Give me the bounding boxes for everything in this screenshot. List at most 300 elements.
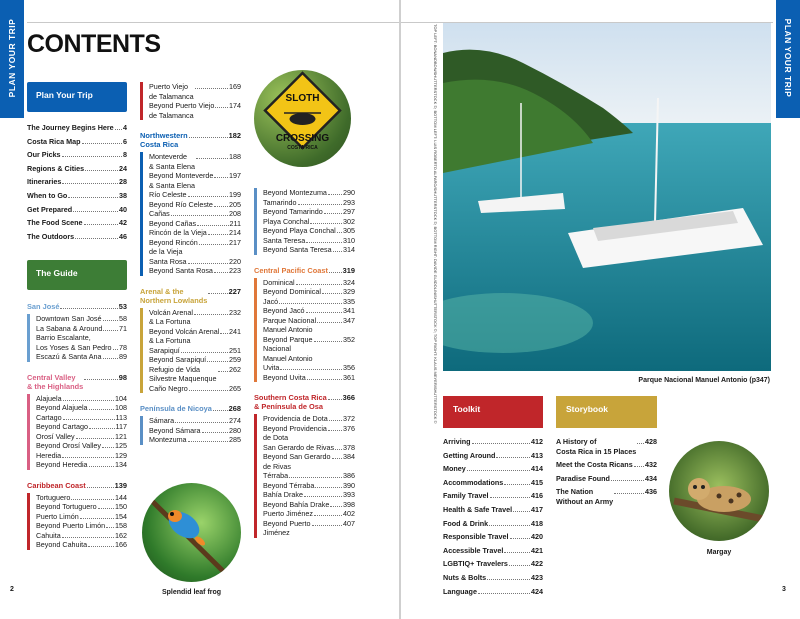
toc-entry — [149, 257, 241, 267]
dot-leader — [315, 487, 342, 488]
entry-page: 423 — [531, 572, 543, 582]
entry-label: Nuts & Bolts — [443, 572, 487, 582]
entry-page: 144 — [115, 492, 127, 502]
entry-label: Language — [443, 586, 477, 596]
sloth-sign-photo — [254, 70, 351, 167]
entry-label: Cañas — [149, 209, 170, 218]
dot-leader — [62, 537, 114, 538]
entry-page: 428 — [645, 437, 657, 446]
margay-spot-3 — [737, 493, 742, 498]
entry-label: Beyond Sámara — [149, 425, 201, 435]
toc-entry — [263, 500, 355, 510]
section-entries — [254, 278, 355, 383]
guide-section — [140, 287, 241, 394]
entry-label: Uvita — [263, 363, 280, 372]
entry-page: 319 — [342, 265, 355, 275]
dot-leader — [207, 361, 228, 362]
entry-label: Beyond Dominical — [263, 287, 321, 296]
toc-entry — [443, 451, 543, 461]
entry-page: 407 — [343, 518, 355, 528]
dot-leader — [71, 499, 114, 500]
dot-leader — [171, 215, 228, 216]
toc-entry — [263, 335, 355, 364]
dot-leader — [328, 194, 342, 195]
toc-entry — [27, 177, 127, 187]
entry-label: Beyond Heredia — [36, 460, 88, 469]
entry-label: Beyond Cartago — [36, 422, 88, 431]
dot-leader — [202, 432, 228, 433]
guide-column-1 — [27, 302, 127, 561]
entry-page: 341 — [343, 306, 355, 315]
section-entries — [27, 314, 127, 362]
dot-leader — [489, 525, 530, 526]
dot-leader — [199, 244, 228, 245]
photo-credit-text: TOP LEFT: BONANDBON/SHUTTERSTOCK ©; BOTTOM LEFT: LUIS ROBERTO ALFARO/SHUTTERSTOCK ©; BOTTOM RIGHT: DAVIDE GUIDOLIN/SHUTTERSTOCK ©; TOP RIGHT: KLAUS MEYER/SHUTTERSTOCK © — [433, 24, 438, 424]
dot-leader — [306, 242, 342, 243]
guide-section — [27, 302, 127, 362]
dot-leader — [113, 349, 118, 350]
entry-page: 199 — [229, 190, 241, 199]
entry-page: 78 — [119, 342, 127, 352]
entry-page: 182 — [228, 131, 241, 140]
dot-leader — [188, 196, 228, 197]
entry-page: 384 — [343, 452, 355, 461]
entry-page: 421 — [531, 545, 543, 555]
dot-leader — [637, 443, 644, 444]
entry-page: 223 — [229, 266, 241, 275]
dot-leader — [304, 496, 342, 497]
entry-page: 125 — [115, 441, 127, 450]
guide-section — [140, 131, 241, 276]
entry-label: Arenal & the Northern Lowlands — [140, 286, 208, 305]
toc-entry — [263, 443, 355, 453]
entry-label: Orosí Valley — [36, 431, 75, 441]
toc-entry — [263, 452, 355, 471]
dot-leader — [85, 170, 118, 171]
dot-leader — [73, 211, 118, 212]
entry-label: Get Prepared — [27, 204, 73, 214]
dot-leader — [214, 177, 228, 178]
toc-entry — [27, 150, 127, 160]
dot-leader — [98, 508, 114, 509]
dot-leader — [84, 379, 118, 380]
toc-entry — [149, 327, 241, 346]
side-tab-label: PLAN YOUR TRIP — [7, 18, 17, 98]
entry-label: Itineraries — [27, 177, 62, 187]
dot-leader — [296, 284, 342, 285]
side-tab — [0, 0, 24, 118]
entry-label: Beyond Parque Nacional Manuel Antonio — [263, 334, 313, 363]
toc-entry — [27, 218, 127, 228]
entry-label: Tamarindo — [263, 197, 297, 207]
entry-label: Beyond Providencia de Dota — [263, 423, 327, 442]
entry-label: Los Yoses & San Pedro — [36, 342, 112, 352]
dot-leader — [328, 430, 342, 431]
entry-label: Rincón de la Vieja — [149, 228, 207, 237]
entry-label: Monteverde & Santa Elena — [149, 152, 195, 171]
toc-entry — [36, 451, 127, 461]
toc-entry — [263, 490, 355, 500]
toc-entry — [36, 394, 127, 404]
entry-label: Sámara — [149, 416, 175, 425]
dot-leader — [102, 447, 114, 448]
dot-leader — [89, 409, 114, 410]
dot-leader — [87, 487, 114, 488]
toc-entry — [263, 217, 355, 227]
toc-entry — [149, 209, 241, 219]
dot-leader — [195, 88, 228, 89]
entry-label: Paradise Found — [556, 473, 610, 483]
dot-leader — [314, 341, 342, 342]
storybook-box: Storybook — [556, 396, 657, 428]
entry-page: 174 — [229, 101, 241, 110]
entry-page: 274 — [229, 416, 241, 425]
main-photo — [443, 23, 771, 371]
toc-entry — [556, 487, 657, 506]
entry-label: Beyond Volcán Arenal & La Fortuna — [149, 326, 220, 345]
toc-entry — [36, 432, 127, 442]
toc-entry — [27, 205, 127, 215]
dot-leader — [214, 206, 228, 207]
entry-label: The Outdoors — [27, 231, 75, 241]
guide-section-continued — [140, 82, 241, 120]
dot-leader — [496, 457, 530, 458]
entry-page: 356 — [343, 363, 355, 372]
entry-label: San Gerardo de Rivas — [263, 442, 335, 452]
dot-leader — [208, 234, 228, 235]
dot-leader — [75, 238, 118, 239]
toc-entry — [556, 474, 657, 484]
dot-leader — [314, 515, 342, 516]
dot-leader — [317, 322, 342, 323]
entry-page: 413 — [531, 450, 543, 460]
toc-entry — [149, 416, 241, 426]
toc-entry — [36, 441, 127, 451]
dot-leader — [472, 443, 530, 444]
entry-page: 265 — [229, 383, 241, 393]
top-rule — [27, 22, 399, 23]
page-number-right: 3 — [782, 586, 786, 593]
toc-entry — [36, 403, 127, 413]
entry-label: Tortuguero — [36, 492, 71, 502]
entry-page: 121 — [115, 431, 127, 441]
dot-leader — [329, 420, 342, 421]
entry-label: The Journey Begins Here — [27, 123, 114, 132]
entry-page: 162 — [115, 530, 127, 540]
toc-entry — [36, 324, 127, 334]
entry-page: 393 — [343, 490, 355, 499]
entry-page: 251 — [229, 345, 241, 355]
main-photo-caption: Parque Nacional Manuel Antonio (p347) — [638, 377, 770, 384]
dot-leader — [63, 419, 115, 420]
section-entries — [254, 414, 355, 538]
dot-leader — [330, 506, 342, 507]
toc-entry — [149, 228, 241, 238]
margay-caption: Margay — [706, 549, 732, 556]
toc-entry — [27, 232, 127, 242]
margay-photo — [669, 441, 769, 541]
guide-section — [27, 373, 127, 470]
entry-page: 293 — [343, 197, 355, 207]
page-title: CONTENTS — [27, 30, 161, 58]
entry-label: Beyond Playa Conchal — [263, 226, 336, 235]
entry-label: Puerto Limón — [36, 511, 79, 521]
entry-label: Beyond Bahía Drake — [263, 499, 330, 509]
dot-leader — [88, 546, 114, 547]
dot-leader — [60, 308, 117, 309]
dot-leader — [614, 493, 644, 494]
entry-label: Barrio Escalante, — [36, 333, 91, 342]
entry-label: Southern Costa Rica & Península de Osa — [254, 393, 327, 411]
entry-label: Health & Safe Travel — [443, 504, 513, 514]
entry-label: Costa Rica Map — [27, 136, 81, 146]
entry-page: 205 — [229, 199, 241, 209]
toc-entry — [443, 532, 543, 542]
entry-page: 28 — [119, 177, 127, 187]
toc-entry — [36, 413, 127, 423]
entry-label: Central Pacific Coast — [254, 265, 328, 275]
entry-label: Beyond Rincón de la Vieja — [149, 237, 198, 256]
section-heading — [27, 481, 127, 490]
entry-page: 436 — [645, 487, 657, 497]
dot-leader — [115, 129, 122, 130]
dot-leader — [306, 312, 342, 313]
entry-label: Alajuela — [36, 393, 62, 403]
entry-label: Beyond Sarapiquí — [149, 355, 207, 364]
entry-page: 422 — [531, 559, 543, 569]
entry-page: 166 — [115, 540, 127, 549]
toc-entry — [149, 355, 241, 365]
entry-label: Beyond Térraba — [263, 480, 315, 490]
entry-label: Beyond Uvita — [263, 372, 306, 382]
toc-entry — [263, 519, 355, 538]
entry-label: Beyond Jacó — [263, 306, 305, 315]
entry-label: San José — [27, 302, 60, 311]
toc-entry — [263, 509, 355, 519]
photo-credit — [430, 24, 440, 424]
toc-entry — [149, 435, 241, 445]
section-entries — [140, 82, 241, 120]
toc-entry — [149, 346, 241, 356]
entry-page: 352 — [343, 334, 355, 344]
guide-section — [140, 404, 241, 445]
entry-label: Beyond Santa Teresa — [263, 245, 332, 254]
entry-label: Puerto Jiménez — [263, 509, 313, 518]
toc-entry — [149, 219, 241, 229]
margay-head — [688, 478, 710, 500]
dot-leader — [307, 379, 342, 380]
toc-entry — [36, 352, 127, 362]
entry-label: Beyond San Gerardo de Rivas — [263, 452, 331, 471]
entry-page: 129 — [115, 450, 127, 460]
entry-label: Beyond Santa Rosa — [149, 266, 213, 275]
side-tab-right — [776, 0, 800, 118]
entry-page: 117 — [115, 422, 127, 431]
left-page — [0, 0, 399, 619]
dot-leader — [103, 320, 118, 321]
section-entries — [27, 394, 127, 470]
toc-entry — [443, 573, 543, 583]
entry-label: Santa Teresa — [263, 235, 306, 245]
toc-entry — [556, 437, 657, 456]
toc-entry — [36, 343, 127, 353]
entry-label: Our Picks — [27, 150, 61, 160]
dot-leader — [106, 527, 114, 528]
entry-label: Puerto Viejo de Talamanca — [149, 82, 194, 101]
dot-leader — [196, 158, 228, 159]
toolkit-box: Toolkit — [443, 396, 543, 428]
entry-page: 46 — [119, 231, 127, 241]
dot-leader — [467, 470, 530, 471]
dot-leader — [103, 330, 118, 331]
toc-entry — [443, 519, 543, 529]
toc-entry — [149, 384, 241, 394]
toc-entry — [263, 414, 355, 424]
entry-page: 434 — [645, 473, 657, 483]
entry-label: Península de Nicoya — [140, 404, 212, 413]
entry-page: 241 — [229, 326, 241, 336]
entry-page: 415 — [531, 477, 543, 487]
storybook-list — [556, 437, 657, 510]
entry-page: 372 — [343, 414, 355, 423]
entry-page: 417 — [531, 504, 543, 514]
entry-page: 113 — [115, 412, 127, 422]
entry-label: Caño Negro — [149, 383, 188, 393]
dot-leader — [509, 565, 530, 566]
entry-label: Térraba — [263, 471, 289, 480]
entry-page: 310 — [343, 235, 355, 245]
the-guide-box: The Guide — [27, 260, 127, 290]
entry-page: 98 — [118, 372, 127, 382]
toc-entry — [263, 297, 355, 307]
entry-label: Beyond Puerto Viejo de Talamanca — [149, 101, 215, 120]
entry-page: 6 — [123, 136, 127, 146]
entry-page: 418 — [531, 518, 543, 528]
margay-spot-2 — [729, 499, 734, 504]
dot-leader — [80, 518, 114, 519]
toc-entry — [263, 316, 355, 335]
toc-entry — [149, 426, 241, 436]
entry-page: 366 — [342, 393, 355, 402]
entry-page: 386 — [343, 471, 355, 480]
frog-image — [142, 483, 241, 582]
section-heading — [140, 287, 241, 305]
section-entries — [27, 493, 127, 550]
dot-leader — [197, 225, 228, 226]
entry-page: 420 — [531, 532, 543, 542]
entry-label: Money — [443, 464, 466, 474]
toc-entry — [443, 464, 543, 474]
frog-eye — [170, 512, 174, 516]
toc-entry — [149, 82, 241, 101]
toc-entry — [263, 471, 355, 481]
toc-entry — [149, 190, 241, 200]
toolkit-list — [443, 437, 543, 600]
entry-page: 347 — [343, 315, 355, 325]
dot-leader — [188, 441, 228, 442]
dot-leader — [332, 458, 342, 459]
toc-entry — [36, 502, 127, 512]
entry-page: 58 — [119, 314, 127, 323]
entry-page: 378 — [343, 442, 355, 452]
toc-entry — [36, 314, 127, 324]
dot-leader — [289, 477, 342, 478]
entry-label: Providencia de Dota — [263, 414, 328, 423]
dot-leader — [335, 449, 342, 450]
dot-leader — [89, 466, 114, 467]
toc-entry — [149, 200, 241, 210]
entry-label: Playa Conchal — [263, 216, 310, 226]
entry-label: Río Celeste — [149, 190, 187, 199]
entry-page: 4 — [123, 123, 127, 132]
frog-photo — [142, 483, 241, 582]
entry-page: 227 — [228, 286, 241, 296]
entry-label: Caribbean Coast — [27, 480, 86, 490]
dot-leader — [189, 390, 228, 391]
entry-label: Dominical — [263, 277, 295, 287]
dot-leader — [513, 511, 530, 512]
dot-leader — [504, 484, 530, 485]
toc-entry — [27, 137, 127, 147]
entry-label: La Sabana & Around — [36, 323, 103, 333]
entry-label: Beyond Puerto Jiménez — [263, 518, 311, 537]
dot-leader — [504, 552, 530, 553]
guide-section — [27, 481, 127, 550]
side-tab-right-label: PLAN YOUR TRIP — [783, 18, 793, 98]
entry-page: 402 — [343, 509, 355, 518]
dot-leader — [215, 107, 228, 108]
sloth-silhouette — [290, 113, 316, 125]
toc-entry — [27, 123, 127, 133]
section-entries — [140, 152, 241, 276]
guide-section-continued — [254, 188, 355, 255]
dot-leader — [510, 538, 530, 539]
toc-entry — [263, 245, 355, 255]
entry-page: 390 — [343, 480, 355, 490]
dot-leader — [76, 438, 114, 439]
entry-label: A History of Costa Rica in 15 Places — [556, 437, 637, 456]
entry-label: Accommodations — [443, 477, 504, 487]
section-heading — [27, 302, 127, 311]
toc-entry — [36, 493, 127, 503]
guide-column-2 — [140, 82, 241, 456]
entry-page: 314 — [343, 245, 355, 254]
toc-entry — [149, 101, 241, 120]
plan-your-trip-box: Plan Your Trip — [27, 82, 127, 112]
entry-page: 324 — [343, 277, 355, 287]
dot-leader — [634, 466, 644, 467]
dot-leader — [181, 352, 228, 353]
entry-page: 220 — [229, 256, 241, 266]
entry-page: 259 — [229, 355, 241, 364]
toc-entry — [27, 164, 127, 174]
entry-label: Family Travel — [443, 491, 489, 501]
section-entries — [140, 416, 241, 445]
entry-label: Refugio de Vida Silvestre Maquenque — [149, 364, 217, 383]
entry-label: Cahuita — [36, 530, 61, 540]
guide-section — [254, 393, 355, 538]
section-entries — [140, 308, 241, 394]
page-number-left: 2 — [10, 586, 14, 593]
margay-eye-2 — [701, 485, 705, 489]
entry-page: 398 — [343, 499, 355, 509]
section-heading — [254, 393, 355, 411]
entry-page: 335 — [343, 296, 355, 306]
entry-label: Beyond Orosí Valley — [36, 441, 101, 450]
entry-label: Montezuma — [149, 435, 187, 444]
entry-label: Sarapiquí — [149, 345, 180, 355]
entry-label: Getting Around — [443, 450, 496, 460]
